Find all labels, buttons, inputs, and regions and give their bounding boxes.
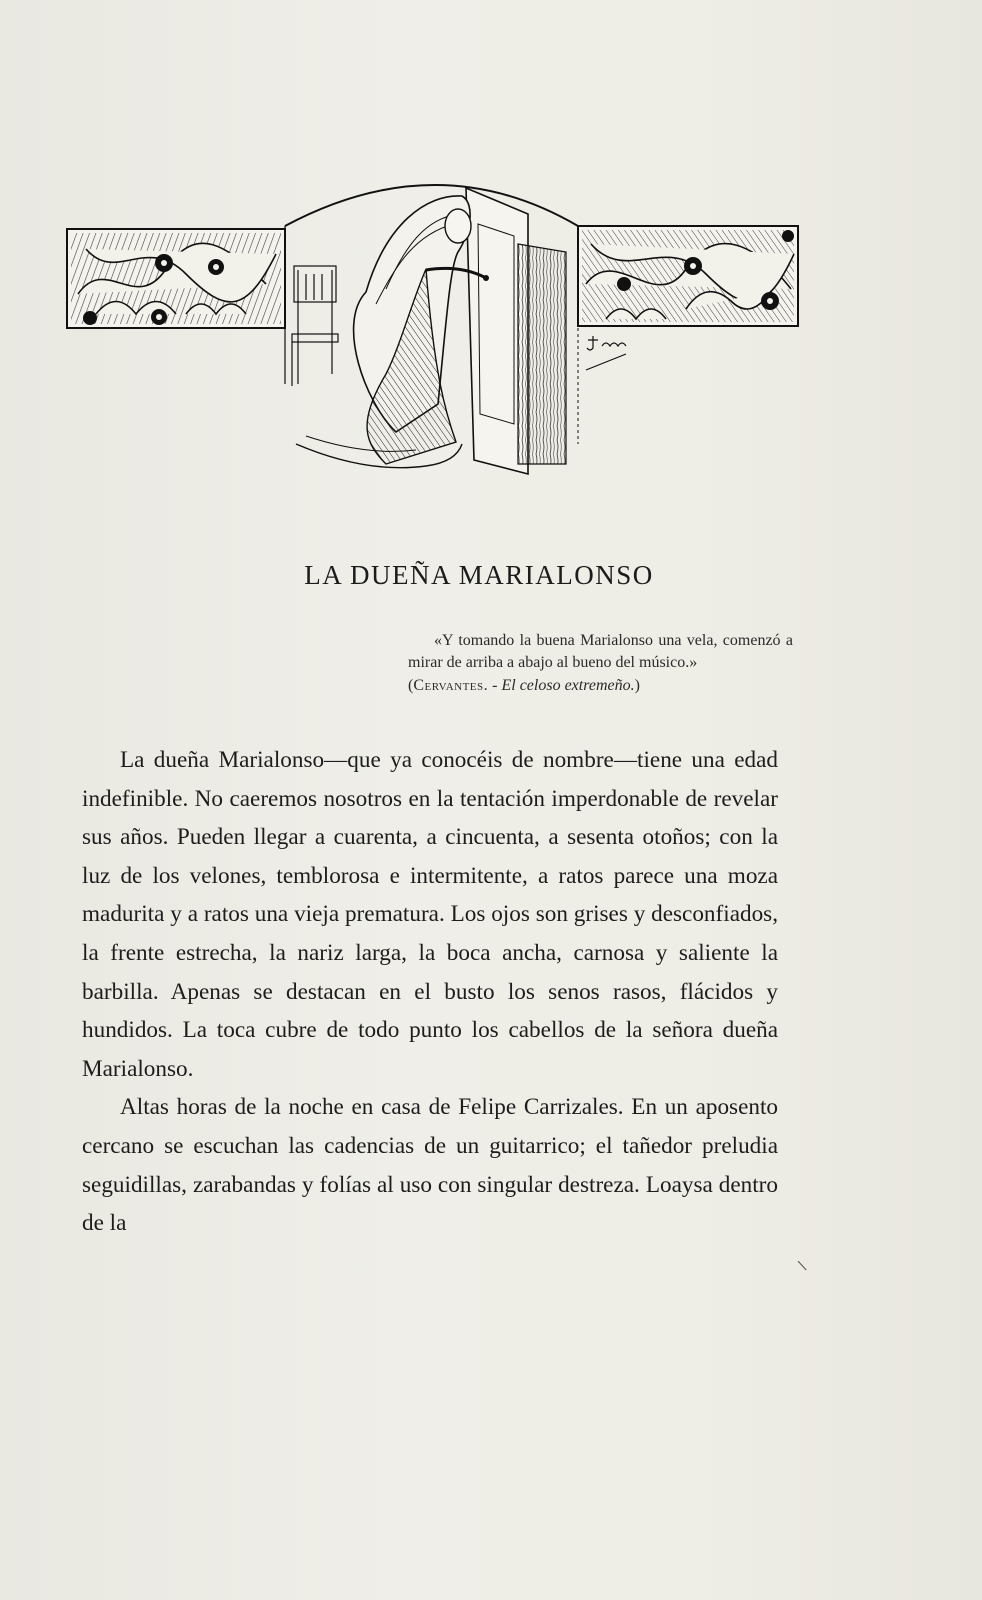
citation-close: ) [634, 677, 640, 694]
right-ornament-band [578, 226, 798, 326]
left-ornament-band [67, 229, 285, 328]
epigraph-quote: «Y tomando la buena Marialonso una vela, comenzó a mirar de arriba a abajo al bueno del músico.» [408, 632, 793, 671]
body-text [82, 741, 778, 1243]
headpiece-illustration-icon [66, 174, 816, 480]
citation-open: ( [408, 677, 414, 694]
paragraph: Altas horas de la noche en casa de Felipe Carrizales. En un aposento cercano se escuchan las cadencias de un guitarrico; el tañedor preludia seguidillas, zarabandas y folías al uso con singular destreza. Loaysa dentro de la [82, 1094, 778, 1237]
citation-separator: - [488, 677, 502, 694]
artist-signature-icon [586, 336, 626, 370]
margin-mark-icon: \ [796, 1257, 808, 1275]
citation-work: El celoso extremeño. [501, 677, 635, 694]
chair [292, 266, 338, 386]
woman-figure [296, 196, 486, 468]
chapter-title: LA DUEÑA MARIALONSO [304, 560, 654, 590]
paragraph: La dueña Marialonso—que ya conocéis de nombre—tiene una edad indefinible. No caeremos nosotros en la tentación imperdonable de revelar sus años. Pueden llegar a cuarenta, a cincuenta, a sesenta otoños; con la luz de los velones, temblorosa e intermitente, a ratos parece una moza madurita y a ratos una vieja prematura. Los ojos son grises y desconfiados, la frente estrecha, la nariz larga, la boca ancha, carnosa y saliente la barbilla. Apenas se destacan en el busto los senos rasos, flácidos y hundidos. La toca cubre de todo punto los cabellos de la señora dueña Marialonso. [82, 747, 778, 1082]
citation-author: Cervantes. [413, 677, 489, 694]
door [466, 188, 566, 474]
epigraph [408, 630, 793, 697]
epigraph-citation [408, 675, 793, 697]
